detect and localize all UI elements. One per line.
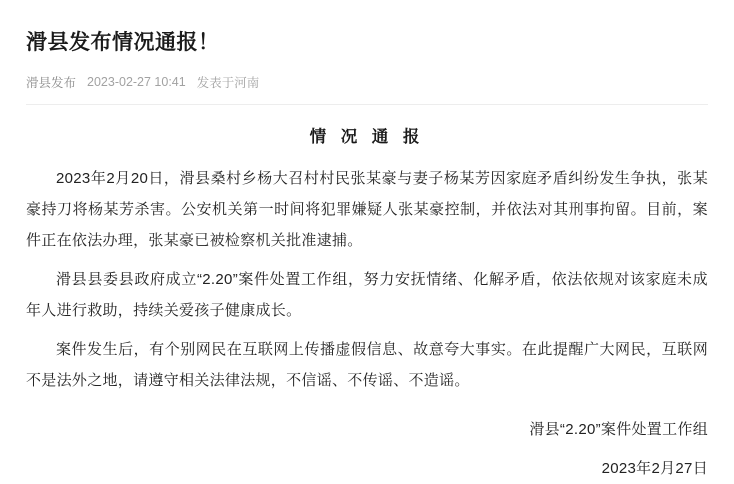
document-heading: 情 况 通 报 [309, 128, 425, 147]
meta-location: 发表于河南 [196, 76, 260, 91]
article-meta [26, 73, 708, 105]
page-title: 滑县发布情况通报！ [26, 31, 220, 55]
body-paragraph: 案件发生后，有个别网民在互联网上传播虚假信息、故意夸大事实。在此提醒广大网民，互联网不是法外之地，请遵守相关法律法规，不信谣、不传谣、不造谣。 [26, 341, 708, 390]
body-paragraph: 2023年2月20日，滑县桑村乡杨大召村村民张某豪与妻子杨某芳因家庭矛盾纠纷发生争执，张某豪持刀将杨某芳杀害。公安机关第一时间将犯罪嫌疑人张某豪控制，并依法对其刑事拘留。目前，案件正在依法办理，张某豪已被检察机关批准逮捕。 [26, 170, 708, 250]
body-paragraph: 滑县县委县政府成立“2.20”案件处置工作组，努力安抚情绪、化解矛盾，依法依规对该家庭未成年人进行救助，持续关爱孩子健康成长。 [26, 271, 708, 320]
document-signature: 滑县“2.20”案件处置工作组 [529, 421, 708, 439]
meta-source[interactable]: 滑县发布 [26, 76, 77, 91]
meta-datetime: 2023-02-27 10:41 [87, 75, 186, 90]
document-sign-date: 2023年2月27日 [601, 460, 708, 478]
article-page [0, 14, 734, 478]
article-body [26, 105, 708, 484]
